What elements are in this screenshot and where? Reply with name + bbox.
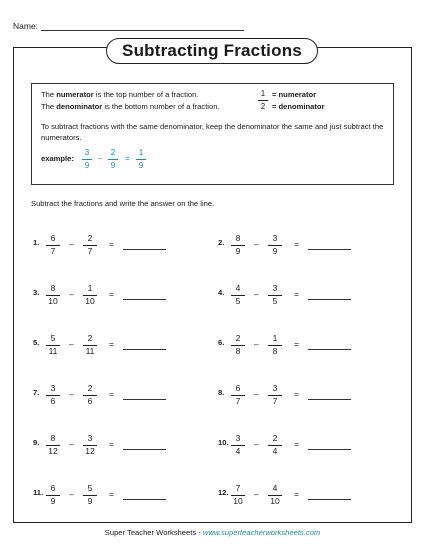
fraction-b-denominator: 12: [85, 446, 95, 456]
answer-line[interactable]: [123, 249, 166, 250]
fraction-b-numerator: 2: [272, 433, 278, 443]
fraction-b: [83, 433, 97, 457]
fraction-b-denominator: 6: [87, 396, 93, 406]
fraction-b-numerator: 5: [87, 483, 93, 493]
directions-text: Subtract the fractions and write the answer on the line.: [31, 199, 215, 208]
fraction-a: [46, 233, 60, 257]
minus-sign: –: [69, 239, 74, 249]
fraction-a: [231, 483, 245, 507]
problem-number: 9.: [33, 438, 40, 447]
legend-fraction: [258, 89, 268, 112]
fraction-a: [231, 333, 245, 357]
fraction-a-denominator: 9: [50, 496, 56, 506]
minus-sign: –: [254, 389, 259, 399]
fraction-a: [231, 383, 245, 407]
fraction-b-numerator: 1: [87, 283, 93, 293]
example-b-numerator: 2: [110, 148, 116, 157]
info-box: [31, 83, 394, 185]
page-title-text: Subtracting Fractions: [122, 41, 302, 60]
fraction-b-numerator: 1: [272, 333, 278, 343]
fraction-b-numerator: 3: [87, 433, 93, 443]
equals-sign: =: [109, 289, 114, 299]
fraction-b-denominator: 7: [87, 246, 93, 256]
fraction-a-denominator: 7: [235, 396, 241, 406]
problem-item: [33, 383, 213, 409]
minus-sign: –: [254, 439, 259, 449]
example-a-numerator: 3: [84, 148, 90, 157]
fraction-b: [268, 433, 282, 457]
fraction-a-denominator: 11: [48, 346, 58, 356]
footer-brand: Super Teacher Worksheets -: [104, 528, 203, 537]
example-result-denominator: 9: [138, 161, 144, 170]
fraction-b-denominator: 9: [87, 496, 93, 506]
problem-item: [218, 233, 398, 259]
fraction-b-numerator: 4: [272, 483, 278, 493]
equals-sign: =: [294, 489, 299, 499]
equals-sign: =: [294, 289, 299, 299]
fraction-a-denominator: 12: [48, 446, 58, 456]
answer-line[interactable]: [123, 349, 166, 350]
fraction-a-numerator: 6: [235, 383, 241, 393]
fraction-a-denominator: 6: [50, 396, 56, 406]
numerator-word: numerator: [56, 90, 94, 99]
numerator-prefix: The: [41, 90, 57, 99]
fraction-a-numerator: 5: [50, 333, 56, 343]
denominator-word: denominator: [56, 102, 103, 111]
footer-url[interactable]: www.superteacherworksheets.com: [202, 528, 321, 537]
problem-number: 10.: [218, 438, 229, 447]
minus-sign: –: [69, 439, 74, 449]
fraction-b: [83, 483, 97, 507]
fraction-b: [83, 333, 97, 357]
denominator-definition: [41, 102, 220, 111]
fraction-a: [46, 283, 60, 307]
fraction-a: [46, 433, 60, 457]
name-label: Name:: [13, 21, 39, 31]
fraction-a-numerator: 8: [50, 283, 56, 293]
example-a-denominator: 9: [84, 161, 90, 170]
fraction-a: [231, 283, 245, 307]
problem-item: [218, 383, 398, 409]
fraction-a-denominator: 10: [233, 496, 243, 506]
equals-sign: =: [109, 339, 114, 349]
problem-number: 2.: [218, 238, 225, 247]
fraction-b: [268, 283, 282, 307]
fraction-b-denominator: 5: [272, 296, 278, 306]
problem-item: [33, 233, 213, 259]
fraction-b-denominator: 8: [272, 346, 278, 356]
fraction-a-denominator: 9: [235, 246, 241, 256]
example-b-denominator: 9: [110, 161, 116, 170]
minus-sign: –: [69, 489, 74, 499]
example-label: example:: [41, 154, 74, 163]
example-b-bar: [108, 159, 118, 160]
fraction-b-denominator: 10: [85, 296, 95, 306]
fraction-a-denominator: 5: [235, 296, 241, 306]
fraction-b: [83, 383, 97, 407]
problem-item: [218, 483, 398, 509]
fraction-b-denominator: 4: [272, 446, 278, 456]
fraction-b: [83, 233, 97, 257]
minus-sign: –: [254, 339, 259, 349]
answer-line[interactable]: [123, 499, 166, 500]
fraction-a-numerator: 7: [235, 483, 241, 493]
minus-sign: –: [69, 289, 74, 299]
fraction-b: [268, 233, 282, 257]
fraction-b-denominator: 11: [85, 346, 95, 356]
name-row: [13, 21, 244, 31]
problem-item: [218, 283, 398, 309]
legend-denominator-label: = denominator: [272, 102, 325, 111]
equals-sign: =: [109, 389, 114, 399]
fraction-b-numerator: 3: [272, 233, 278, 243]
fraction-b-denominator: 9: [272, 246, 278, 256]
fraction-b-denominator: 7: [272, 396, 278, 406]
page-title: [106, 38, 318, 64]
footer: [0, 528, 425, 537]
example-fraction-b: [108, 148, 118, 171]
answer-line[interactable]: [308, 349, 351, 350]
equals-sign: =: [109, 439, 114, 449]
fraction-a-numerator: 6: [50, 483, 56, 493]
answer-line[interactable]: [308, 299, 351, 300]
fraction-b-numerator: 2: [87, 383, 93, 393]
minus-sign: –: [254, 239, 259, 249]
equals-sign: =: [294, 439, 299, 449]
fraction-a-numerator: 3: [235, 433, 241, 443]
answer-line[interactable]: [308, 399, 351, 400]
fraction-a-numerator: 6: [50, 233, 56, 243]
problem-number: 7.: [33, 388, 40, 397]
fraction-a: [231, 233, 245, 257]
answer-line[interactable]: [123, 399, 166, 400]
equals-sign: =: [109, 239, 114, 249]
fraction-b: [268, 483, 282, 507]
name-field-line[interactable]: [41, 22, 244, 31]
fraction-b-denominator: 10: [270, 496, 280, 506]
fraction-a: [46, 333, 60, 357]
equals-sign: =: [294, 239, 299, 249]
answer-line[interactable]: [308, 449, 351, 450]
example-minus: –: [98, 154, 103, 163]
minus-sign: –: [254, 489, 259, 499]
fraction-a-numerator: 4: [235, 283, 241, 293]
fraction-a-denominator: 4: [235, 446, 241, 456]
legend-numerator-value: 1: [260, 89, 266, 98]
problem-item: [218, 333, 398, 359]
problem-item: [218, 433, 398, 459]
problem-item: [33, 433, 213, 459]
fraction-a-denominator: 8: [235, 346, 241, 356]
numerator-definition: [41, 90, 198, 99]
fraction-b-numerator: 3: [272, 383, 278, 393]
example-result-bar: [136, 159, 146, 160]
fraction-b: [268, 333, 282, 357]
fraction-b-numerator: 2: [87, 333, 93, 343]
fraction-a: [231, 433, 245, 457]
problem-item: [33, 333, 213, 359]
answer-line[interactable]: [123, 449, 166, 450]
equals-sign: =: [109, 489, 114, 499]
fraction-b-numerator: 2: [87, 233, 93, 243]
fraction-a-numerator: 2: [235, 333, 241, 343]
example-fraction-a: [82, 148, 92, 171]
fraction-a-numerator: 8: [50, 433, 56, 443]
minus-sign: –: [254, 289, 259, 299]
fraction-b: [268, 383, 282, 407]
problem-number: 4.: [218, 288, 225, 297]
problem-item: [33, 483, 213, 509]
numerator-suffix: is the top number of a fraction.: [93, 90, 199, 99]
denominator-prefix: The: [41, 102, 57, 111]
problem-number: 1.: [33, 238, 40, 247]
legend-fraction-bar: [258, 100, 268, 101]
fraction-b-numerator: 3: [272, 283, 278, 293]
frame-top-right-rule: [316, 47, 412, 48]
fraction-a-denominator: 10: [48, 296, 58, 306]
problem-item: [33, 283, 213, 309]
problem-number: 6.: [218, 338, 225, 347]
problem-number: 3.: [33, 288, 40, 297]
example-result-numerator: 1: [138, 148, 144, 157]
legend-numerator-label: = numerator: [272, 90, 317, 99]
legend-denominator-value: 2: [260, 102, 266, 111]
equals-sign: =: [294, 339, 299, 349]
problem-number: 12.: [218, 488, 229, 497]
fraction-a-numerator: 8: [235, 233, 241, 243]
frame-top-left-rule: [13, 47, 108, 48]
fraction-a-numerator: 3: [50, 383, 56, 393]
minus-sign: –: [69, 339, 74, 349]
example-equals: =: [125, 154, 130, 163]
example-fraction-result: [136, 148, 146, 171]
fraction-a: [46, 483, 60, 507]
problem-number: 5.: [33, 338, 40, 347]
instruction-text: To subtract fractions with the same denominator, keep the denominator the same and just subtract the numerators.: [41, 122, 384, 142]
fraction-a: [46, 383, 60, 407]
problem-number: 11.: [33, 488, 44, 497]
minus-sign: –: [69, 389, 74, 399]
problem-number: 8.: [218, 388, 225, 397]
example-a-bar: [82, 159, 92, 160]
fraction-a-denominator: 7: [50, 246, 56, 256]
equals-sign: =: [294, 389, 299, 399]
fraction-b: [83, 283, 97, 307]
denominator-suffix: is the bottom number of a fraction.: [102, 102, 220, 111]
answer-line[interactable]: [123, 299, 166, 300]
answer-line[interactable]: [308, 499, 351, 500]
answer-line[interactable]: [308, 249, 351, 250]
